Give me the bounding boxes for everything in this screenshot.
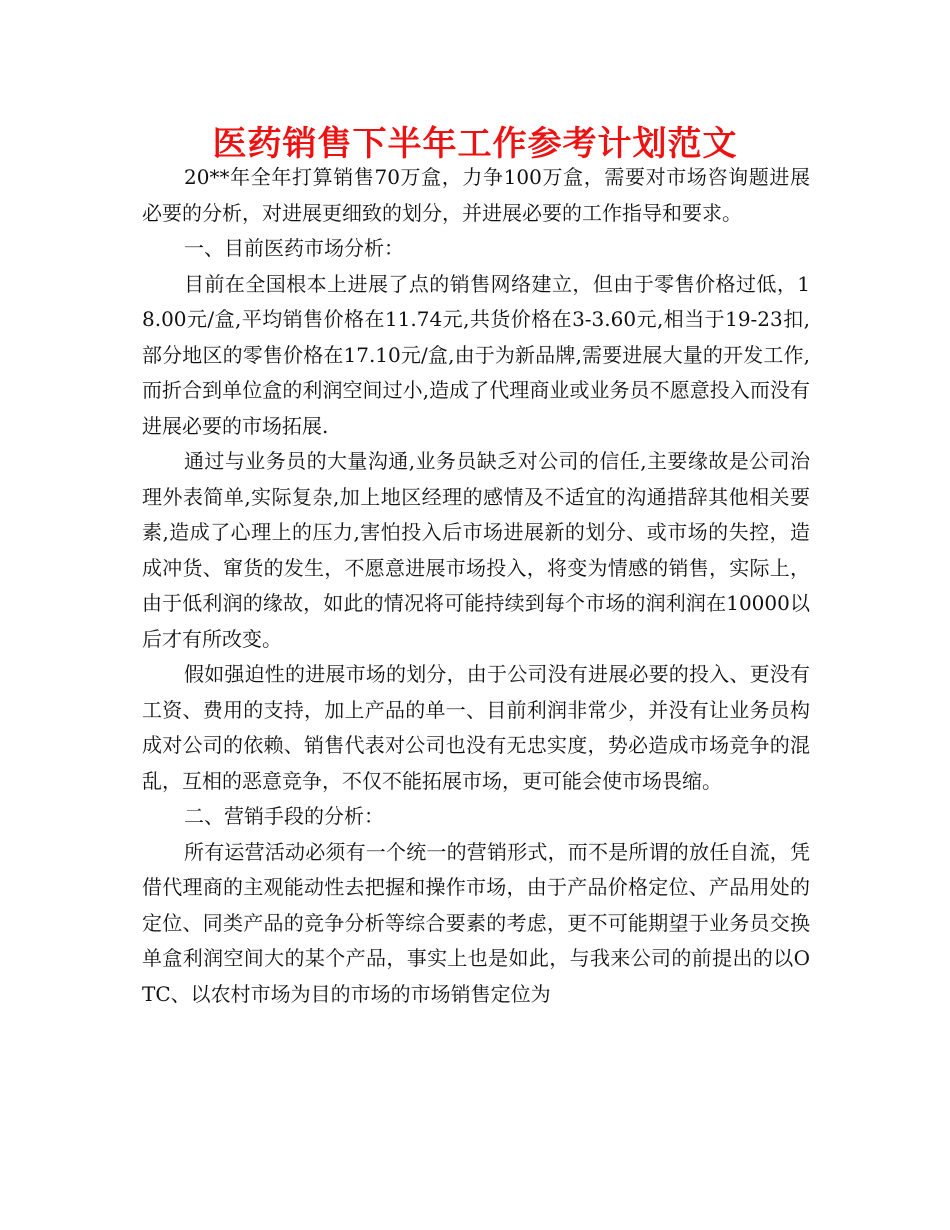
paragraph-price-analysis: 目前在全国根本上进展了点的销售网络建立，但由于零售价格过低，18.00元/盒,平均销售价格在11.74元,共货价格在3-3.60元,相当于19-23扣,部分地区的零售价格在17.10元/盒,由于为新品牌,需要进展大量的开发工作,而折合到单位盒的利润空间过小,造成了代理商业或业务员不愿意投入而没有进展必要的市场拓展.	[142, 271, 810, 438]
document-title: 医药销售下半年工作参考计划范文	[212, 124, 738, 164]
section-heading-market-analysis: 一、目前医药市场分析：	[184, 236, 404, 260]
paragraph-salesperson-trust: 通过与业务员的大量沟通,业务员缺乏对公司的信任,主要缘故是公司治理外表简单,实际复杂,加上地区经理的感情及不适宜的沟通措辞其他相关要素,造成了心理上的压力,害怕投入后市场进展新的划分、或市场的失控，造成冲货、窜货的发生，不愿意进展市场投入，将变为情感的销售，实际上，由于低利润的缘故，如此的情况将可能持续到每个市场的润利润在10000以后才有所改变。	[142, 449, 810, 651]
paragraph-sales-target: 20**年全年打算销售70万盒，力争100万盒，需要对市场咨询题进展必要的分析，对进展更细致的划分，并进展必要的工作指导和要求。	[142, 165, 810, 225]
paragraph-marketing-form: 所有运营活动必须有一个统一的营销形式，而不是所谓的放任自流，凭借代理商的主观能动性去把握和操作市场，由于产品价格定位、产品用处的定位、同类产品的竞争分析等综合要素的考虑，更不可能期望于业务员交换单盒利润空间大的某个产品，事实上也是如此，与我来公司的前提出的以OTC、以农村市场为目的市场的市场销售定位为	[142, 839, 810, 1006]
paragraph-market-division: 假如强迫性的进展市场的划分，由于公司没有进展必要的投入、更没有工资、费用的支持，加上产品的单一、目前利润非常少，并没有让业务员构成对公司的依赖、销售代表对公司也没有无忠实度，势必造成市场竞争的混乱，互相的恶意竞争，不仅不能拓展市场，更可能会使市场畏缩。	[142, 662, 810, 793]
document-body	[142, 160, 810, 1012]
section-heading-marketing-means: 二、营销手段的分析：	[184, 804, 384, 828]
